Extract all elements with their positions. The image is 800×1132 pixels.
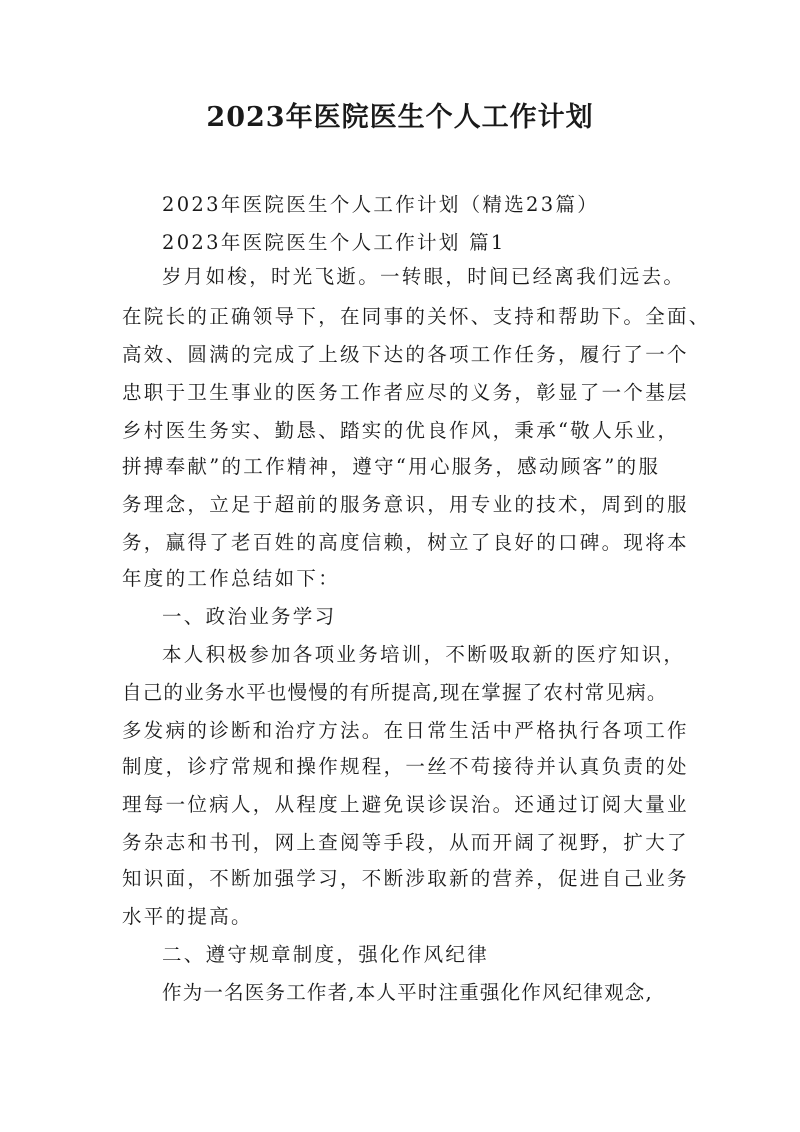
paragraph-line: 水平的提高。 — [122, 905, 253, 928]
paragraph-line: 务理念，立足于超前的服务意识，用专业的技术，周到的服 — [122, 493, 689, 516]
paragraph-line: 年度的工作总结如下： — [122, 567, 341, 590]
document-title: 2023年医院医生个人工作计划 — [206, 102, 594, 133]
paragraph-line: 自己的业务水平也慢慢的有所提高,现在掌握了农村常见病。 — [122, 681, 668, 704]
subtitle-line: 2023年医院医生个人工作计划（精选23篇） — [162, 193, 600, 216]
paragraph-line: 忠职于卫生事业的医务工作者应尽的义务，彰显了一个基层 — [122, 381, 689, 404]
section-heading-line: 二、遵守规章制度，强化作风纪律 — [162, 943, 490, 966]
paragraph-line: 本人积极参加各项业务培训，不断吸取新的医疗知识， — [162, 643, 686, 666]
paragraph-line: 拼搏奉献”的工作精神，遵守“用心服务，感动顾客”的服 — [122, 455, 661, 478]
paragraph-line: 理每一位病人，从程度上避免误诊误治。还通过订阅大量业 — [122, 793, 689, 816]
paragraph-line: 在院长的正确领导下，在同事的关怀、支持和帮助下。全面、 — [122, 305, 711, 328]
paragraph-line: 多发病的诊断和治疗方法。在日常生活中严格执行各项工作 — [122, 719, 689, 742]
paragraph-line: 知识面，不断加强学习，不断涉取新的营养，促进自己业务 — [122, 867, 689, 890]
section-heading-line: 一、政治业务学习 — [162, 605, 337, 628]
paragraph-line: 务杂志和书刊，网上查阅等手段，从而开阔了视野，扩大了 — [122, 831, 689, 854]
paragraph-line: 作为一名医务工作者,本人平时注重强化作风纪律观念, — [162, 981, 653, 1004]
paragraph-line: 制度，诊疗常规和操作规程，一丝不苟接待并认真负责的处 — [122, 755, 689, 778]
paragraph-line: 乡村医生务实、勤恳、踏实的优良作风，秉承“敬人乐业， — [122, 419, 680, 442]
section-heading-line: 2023年医院医生个人工作计划 篇1 — [162, 231, 506, 254]
paragraph-line: 岁月如梭，时光飞逝。一转眼，时间已经离我们远去。 — [162, 265, 686, 288]
paragraph-line: 高效、圆满的完成了上级下达的各项工作任务，履行了一个 — [122, 343, 689, 366]
paragraph-line: 务，赢得了老百姓的高度信赖，树立了良好的口碑。现将本 — [122, 531, 689, 554]
